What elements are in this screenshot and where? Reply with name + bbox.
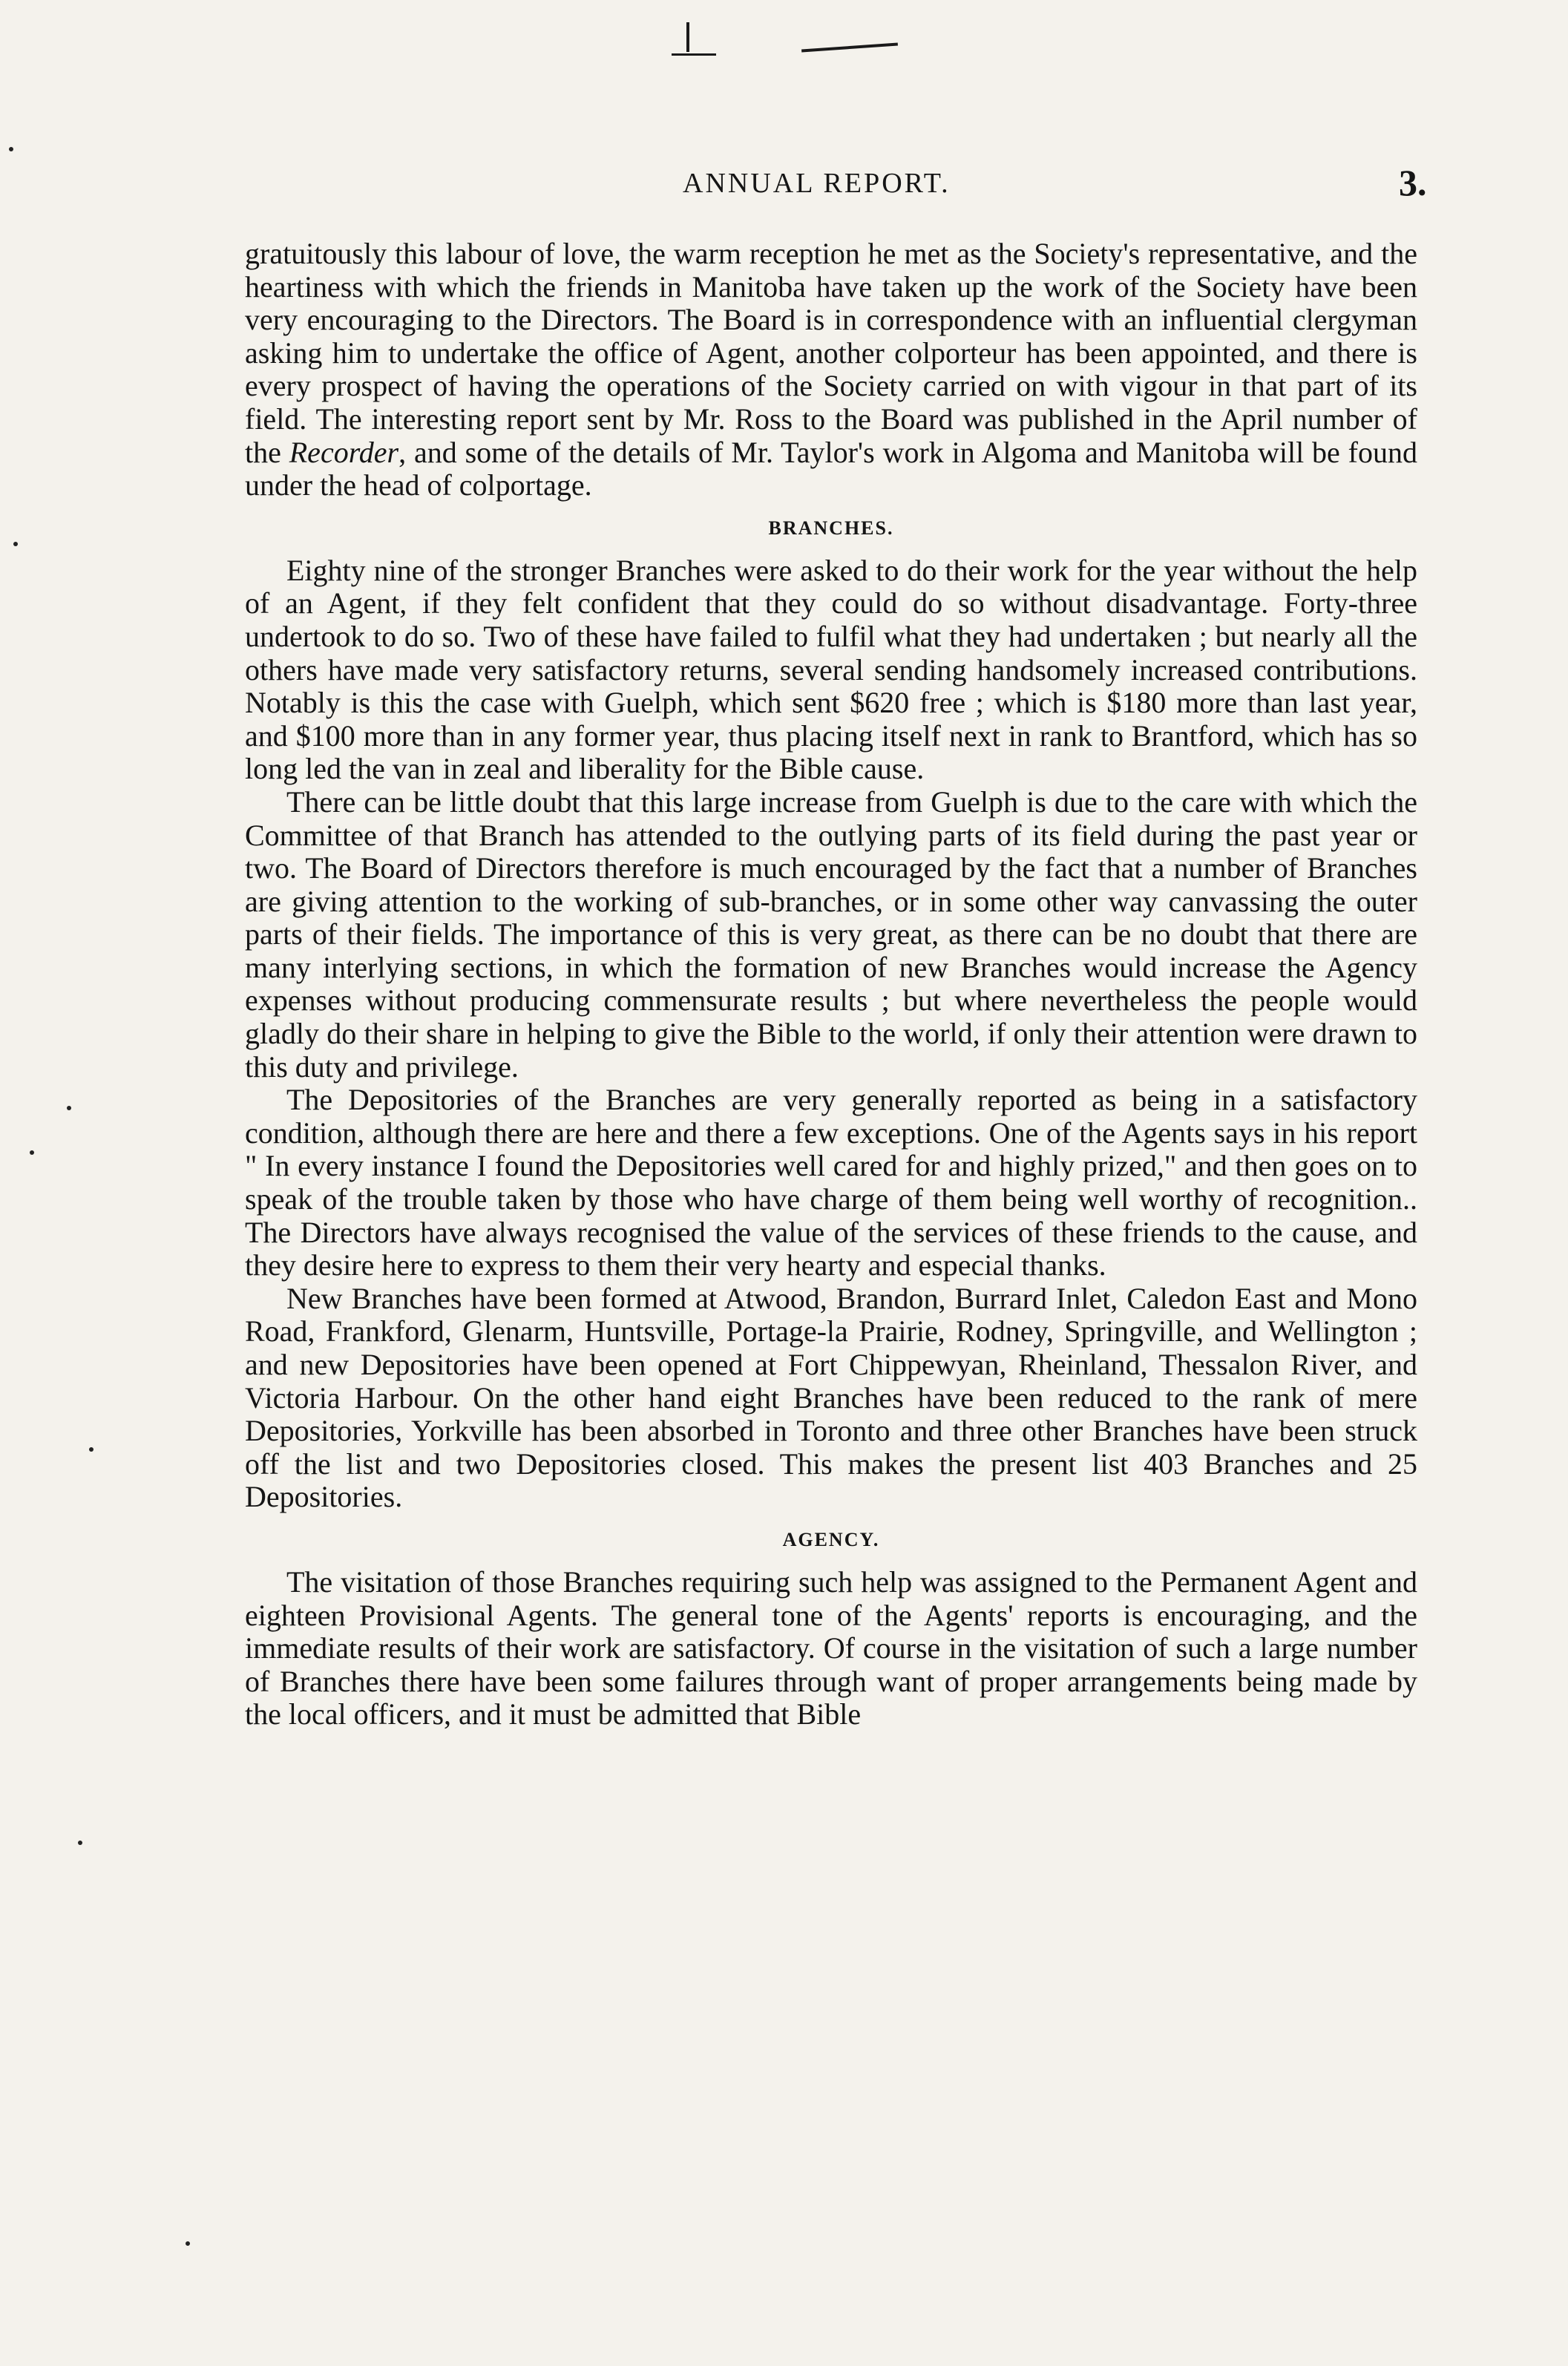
- margin-speck: [186, 2241, 190, 2246]
- margin-speck: [67, 1106, 71, 1110]
- margin-speck: [9, 147, 13, 151]
- top-ink-rule: [672, 53, 716, 56]
- intro-paragraph: [245, 237, 1417, 502]
- report-body: [245, 237, 1417, 1731]
- top-ink-mark: [686, 22, 689, 52]
- intro-text-before: gratuitously this labour of love, the warm reception he met as the Society's representative, and the heartiness with which the friends in Manitoba have taken up the work of the Society have been very encouraging to the Directors. The Board is in correspondence with an influential clergyman asking him to undertake the office of Agent, another colporteur has been appointed, and there is every prospect of having the operations of the Society carried on with vigour in that part of its field. The interesting report sent by Mr. Ross to the Board was published in the April number of the: [245, 237, 1417, 469]
- margin-speck: [30, 1150, 34, 1155]
- top-ink-stroke: [801, 42, 898, 52]
- intro-text-after: , and some of the details of Mr. Taylor's work in Algoma and Manitoba will be found under the head of colportage.: [245, 435, 1417, 502]
- margin-speck: [78, 1841, 82, 1845]
- agency-heading: AGENCY.: [782, 1528, 880, 1550]
- page-number: 3.: [1399, 162, 1427, 203]
- margin-speck: [13, 542, 18, 546]
- publication-title: Recorder: [289, 435, 399, 469]
- branches-paragraph-4: New Branches have been formed at Atwood, Brandon, Burrard Inlet, Caledon East and Mono Road, Frankford, Glenarm, Huntsville, Portage-la Prairie, Rodney, Springville, and Wellington ; and new Depositories have been opened at Fort Chippewyan, Rheinland, Thessalon River, and Victoria Harbour. On the other hand eight Branches have been reduced to the rank of mere Depositories, Yorkville has been absorbed in Toronto and three other Branches have been struck off the list and two Depositories closed. This makes the present list 403 Branches and 25 Depositories.: [245, 1281, 1417, 1514]
- running-head: [0, 162, 1568, 212]
- running-title: ANNUAL REPORT.: [683, 168, 951, 199]
- branches-paragraph-2: There can be little doubt that this large increase from Guelph is due to the care with which the Committee of that Branch has attended to the outlying parts of its field during the past year or two. The Board of Directors therefore is much encouraged by the fact that a number of Branches are giving attention to the working of sub-branches, or in some other way canvassing the outer parts of their fields. The importance of this is very great, as there can be no doubt that there are many interlying sections, in which the formation of new Branches would increase the Agency expenses without producing commensurate results ; but where nevertheless the people would gladly do their share in helping to give the Bible to the world, if only their attention were drawn to this duty and privilege.: [245, 784, 1417, 1084]
- branches-paragraph-1: Eighty nine of the stronger Branches were asked to do their work for the year without the help of an Agent, if they felt confident that they could do so without disadvantage. Forty-three undertook to do so. Two of these have failed to fulfil what they had undertaken ; but nearly all the others have made very satisfactory returns, several sending handsomely increased contributions. Notably is this the case with Guelph, which sent $620 free ; which is $180 more than last year, and $100 more than in any former year, thus placing itself next in rank to Brantford, which has so long led the van in zeal and liberality for the Bible cause.: [245, 553, 1417, 786]
- margin-speck: [89, 1447, 94, 1452]
- branches-heading: BRANCHES.: [768, 517, 894, 539]
- branches-paragraph-3: The Depositories of the Branches are very generally reported as being in a satisfactory condition, although there are here and there a few exceptions. One of the Agents says in his report " In every instance I found the Depositories well cared for and highly prized," and then goes on to speak of the trouble taken by those who have charge of them being well worthy of recognition.. The Directors have always recognised the value of the services of these friends to the cause, and they desire here to express to them their very hearty and especial thanks.: [245, 1083, 1417, 1282]
- agency-paragraph-1: The visitation of those Branches requiring such help was assigned to the Permanent Agent and eighteen Provisional Agents. The general tone of the Agents' reports is encouraging, and the immediate results of their work are satisfactory. Of course in the visitation of such a large number of Branches there have been some failures through want of proper arrangements being made by the local officers, and it must be admitted that Bible: [245, 1564, 1417, 1731]
